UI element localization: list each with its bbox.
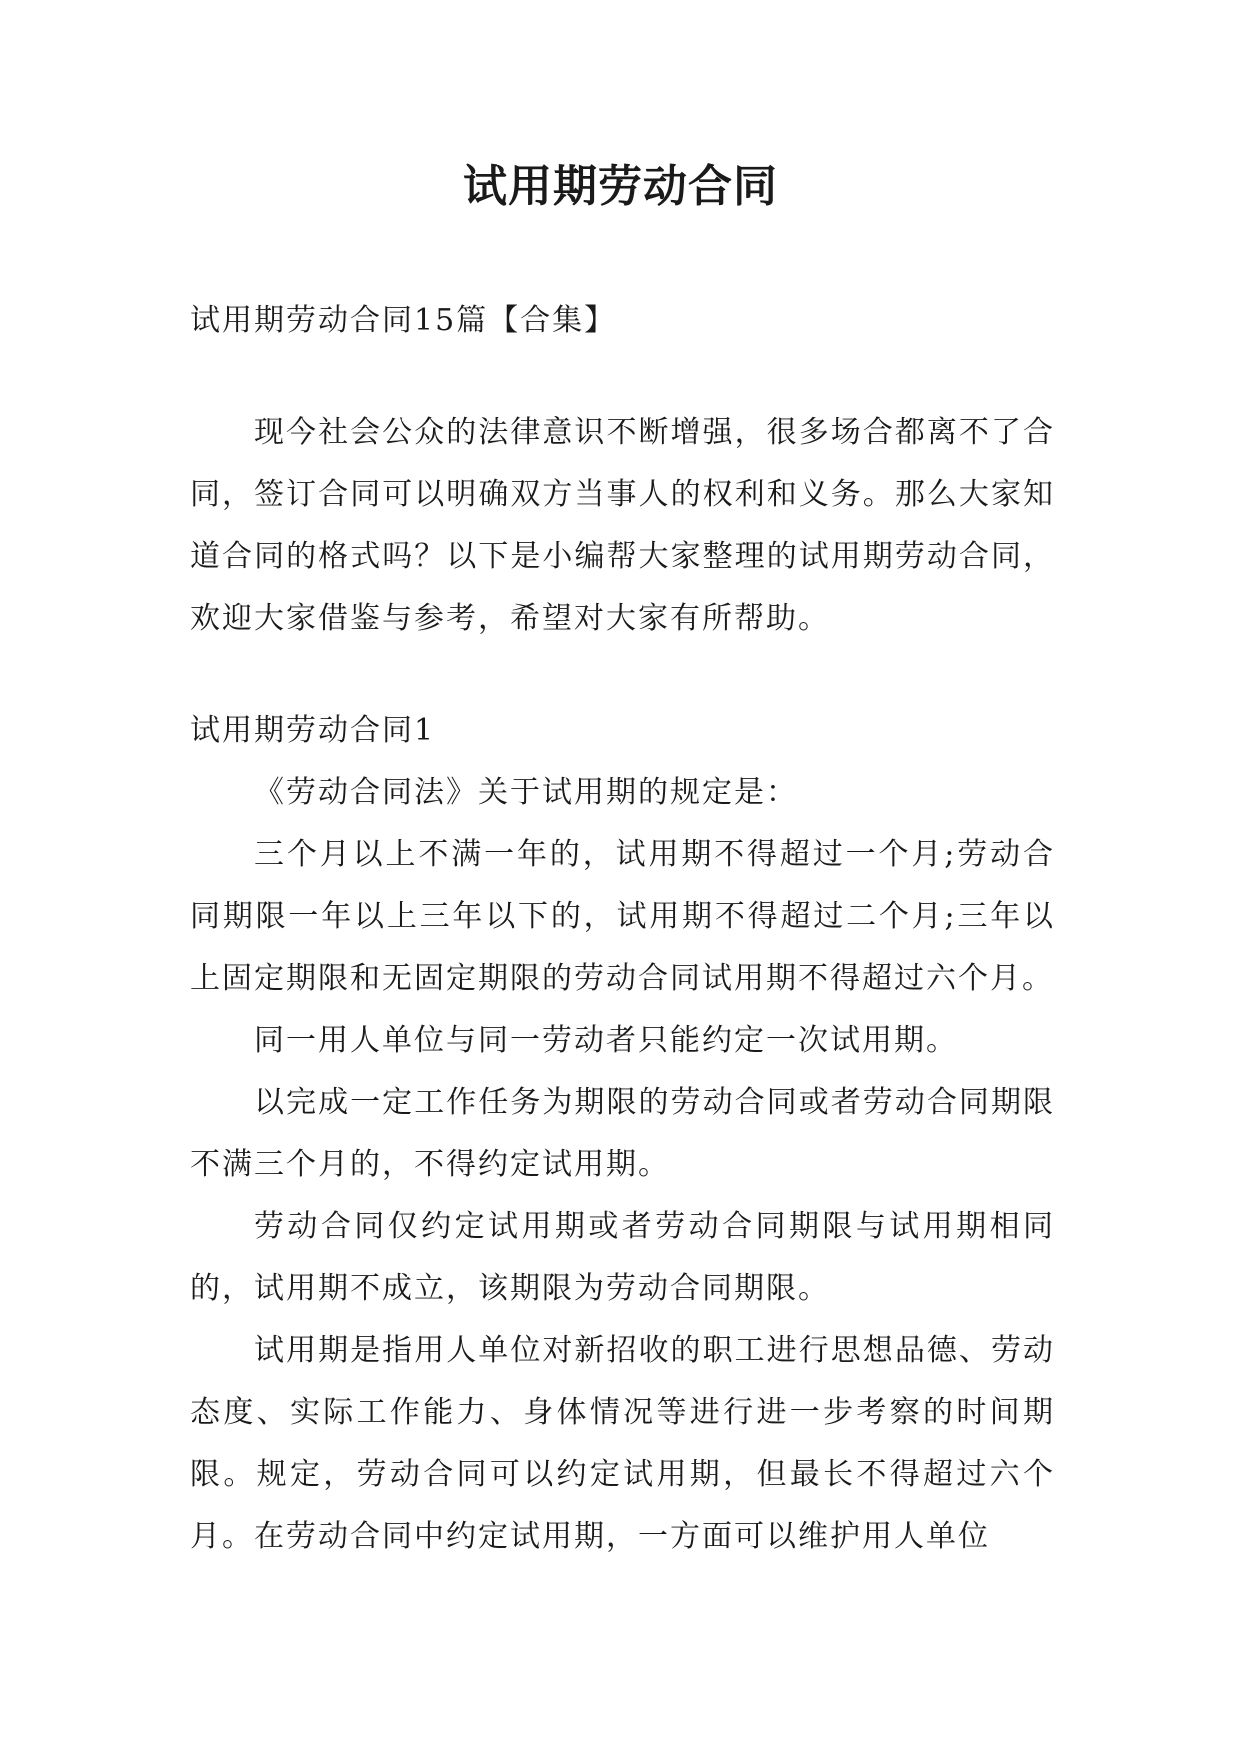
document-subtitle: 试用期劳动合同15篇【合集】 xyxy=(190,303,617,338)
section-heading: 试用期劳动合同1 xyxy=(190,713,436,748)
body-paragraph: 以完成一定工作任务为期限的劳动合同或者劳动合同期限不满三个月的，不得约定试用期。 xyxy=(190,1085,1055,1182)
body-paragraph: 同一用人单位与同一劳动者只能约定一次试用期。 xyxy=(254,1023,958,1058)
body-paragraph: 三个月以上不满一年的，试用期不得超过一个月;劳动合同期限一年以上三年以下的，试用期不得超过二个月;三年以上固定期限和无固定期限的劳动合同试用期不得超过六个月。 xyxy=(190,837,1055,996)
body-paragraph: 劳动合同仅约定试用期或者劳动合同期限与试用期相同的，试用期不成立，该期限为劳动合同期限。 xyxy=(190,1209,1055,1306)
intro-paragraph: 现今社会公众的法律意识不断增强，很多场合都离不了合同，签订合同可以明确双方当事人的权利和义务。那么大家知道合同的格式吗？以下是小编帮大家整理的试用期劳动合同，欢迎大家借鉴与参考，希望对大家有所帮助。 xyxy=(190,415,1055,636)
body-paragraph: 试用期是指用人单位对新招收的职工进行思想品德、劳动态度、实际工作能力、身体情况等进行进一步考察的时间期限。规定，劳动合同可以约定试用期，但最长不得超过六个月。在劳动合同中约定试用期，一方面可以维护用人单位 xyxy=(190,1333,1055,1554)
body-paragraph: 《劳动合同法》关于试用期的规定是： xyxy=(254,775,798,810)
document-body xyxy=(190,290,1055,1568)
document-title: 试用期劳动合同 xyxy=(463,161,778,212)
